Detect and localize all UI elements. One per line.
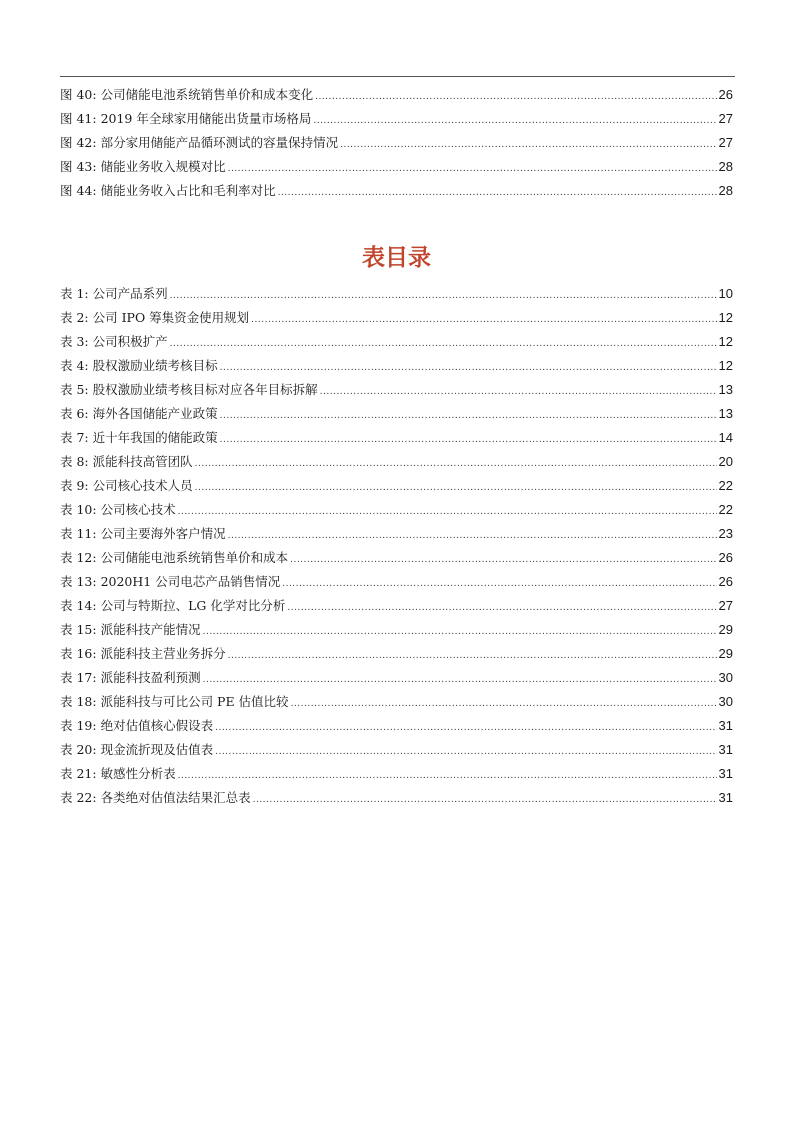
entry-title: 派能科技高管团队: [92, 454, 193, 469]
dot-leader: [228, 155, 717, 181]
entry-title: 公司产品系列: [92, 286, 168, 301]
dot-leader: [251, 306, 716, 332]
entry-title: 派能科技主营业务拆分: [100, 646, 226, 661]
entry-page-number: 22: [718, 478, 733, 493]
dot-leader: [313, 107, 716, 133]
entry-title: 派能科技产能情况: [100, 622, 201, 637]
table-entry[interactable]: [60, 666, 733, 690]
entry-title: 各类绝对估值法结果汇总表: [100, 790, 251, 805]
dot-leader: [220, 402, 717, 428]
entry-label: 表 1:: [60, 286, 89, 301]
table-entry[interactable]: [60, 522, 733, 546]
dot-leader: [282, 570, 716, 596]
entry-page-number: 26: [718, 87, 733, 102]
dot-leader: [178, 762, 717, 788]
entry-label: 表 4:: [60, 358, 89, 373]
table-entry[interactable]: [60, 642, 733, 666]
entry-title: 派能科技盈利预测: [100, 670, 201, 685]
figure-entry[interactable]: [60, 83, 733, 107]
dot-leader: [170, 282, 717, 308]
entry-title: 公司 IPO 筹集资金使用规划: [92, 310, 250, 325]
entry-title: 股权激励业绩考核目标: [92, 358, 218, 373]
entry-label: 表 3:: [60, 334, 89, 349]
table-entry[interactable]: [60, 306, 733, 330]
entry-label: 表 15:: [60, 622, 97, 637]
entry-label: 图 40:: [60, 87, 97, 102]
entry-title: 海外各国储能产业政策: [92, 406, 218, 421]
table-entry[interactable]: [60, 690, 733, 714]
entry-label: 表 19:: [60, 718, 97, 733]
entry-label: 表 22:: [60, 790, 97, 805]
entry-label: 表 2:: [60, 310, 89, 325]
entry-label: 表 17:: [60, 670, 97, 685]
entry-title: 公司积极扩产: [92, 334, 168, 349]
entry-label: 表 6:: [60, 406, 89, 421]
entry-page-number: 20: [718, 454, 733, 469]
entry-page-number: 14: [718, 430, 733, 445]
entry-page-number: 12: [718, 334, 733, 349]
table-entry[interactable]: [60, 618, 733, 642]
dot-leader: [278, 179, 717, 205]
entry-page-number: 13: [718, 382, 733, 397]
dot-leader: [170, 330, 717, 356]
figure-entry[interactable]: [60, 131, 733, 155]
figure-entry[interactable]: [60, 107, 733, 131]
entry-page-number: 27: [718, 135, 733, 150]
table-list: [60, 282, 733, 810]
dot-leader: [220, 354, 717, 380]
dot-leader: [195, 474, 717, 500]
dot-leader: [203, 666, 717, 692]
tables-heading: 表目录: [362, 245, 431, 271]
entry-page-number: 28: [718, 159, 733, 174]
entry-title: 公司主要海外客户情况: [100, 526, 226, 541]
header-rule: [60, 76, 735, 77]
dot-leader: [228, 642, 717, 668]
entry-page-number: 31: [718, 790, 733, 805]
entry-label: 表 14:: [60, 598, 97, 613]
entry-page-number: 12: [718, 358, 733, 373]
figure-entry[interactable]: [60, 179, 733, 203]
table-entry[interactable]: [60, 282, 733, 306]
entry-page-number: 26: [718, 574, 733, 589]
entry-label: 图 44:: [60, 183, 97, 198]
dot-leader: [287, 594, 716, 620]
table-entry[interactable]: [60, 354, 733, 378]
table-entry[interactable]: [60, 498, 733, 522]
entry-title: 2019 年全球家用储能出货量市场格局: [100, 111, 312, 126]
entry-label: 表 7:: [60, 430, 89, 445]
table-entry[interactable]: [60, 546, 733, 570]
entry-page-number: 10: [718, 286, 733, 301]
entry-page-number: 31: [718, 718, 733, 733]
entry-page-number: 27: [718, 111, 733, 126]
entry-page-number: 12: [718, 310, 733, 325]
dot-leader: [291, 690, 717, 716]
entry-label: 表 12:: [60, 550, 97, 565]
table-entry[interactable]: [60, 570, 733, 594]
dot-leader: [320, 378, 717, 404]
entry-label: 图 41:: [60, 111, 97, 126]
dot-leader: [220, 426, 717, 452]
entry-label: 表 11:: [60, 526, 97, 541]
entry-title: 储能业务收入规模对比: [100, 159, 226, 174]
entry-page-number: 23: [718, 526, 733, 541]
entry-label: 表 13:: [60, 574, 97, 589]
entry-title: 2020H1 公司电芯产品销售情况: [100, 574, 281, 589]
table-entry[interactable]: [60, 594, 733, 618]
entry-label: 表 5:: [60, 382, 89, 397]
entry-page-number: 29: [718, 646, 733, 661]
table-entry[interactable]: [60, 786, 733, 810]
entry-page-number: 28: [718, 183, 733, 198]
table-entry[interactable]: [60, 402, 733, 426]
entry-page-number: 29: [718, 622, 733, 637]
entry-title: 股权激励业绩考核目标对应各年目标拆解: [92, 382, 318, 397]
entry-title: 派能科技与可比公司 PE 估值比较: [100, 694, 289, 709]
entry-label: 表 8:: [60, 454, 89, 469]
entry-title: 现金流折现及估值表: [100, 742, 214, 757]
figure-list: [60, 83, 733, 203]
table-entry[interactable]: [60, 330, 733, 354]
entry-title: 部分家用储能产品循环测试的容量保持情况: [100, 135, 339, 150]
dot-leader: [315, 83, 716, 109]
dot-leader: [178, 498, 717, 524]
entry-title: 公司储能电池系统销售单价和成本: [100, 550, 289, 565]
entry-page-number: 31: [718, 742, 733, 757]
entry-label: 图 43:: [60, 159, 97, 174]
dot-leader: [203, 618, 717, 644]
entry-page-number: 30: [718, 670, 733, 685]
entry-page-number: 30: [718, 694, 733, 709]
dot-leader: [290, 546, 716, 572]
table-entry[interactable]: [60, 738, 733, 762]
entry-page-number: 13: [718, 406, 733, 421]
entry-title: 储能业务收入占比和毛利率对比: [100, 183, 276, 198]
entry-label: 表 16:: [60, 646, 97, 661]
table-entry[interactable]: [60, 450, 733, 474]
dot-leader: [215, 714, 716, 740]
table-entry[interactable]: [60, 474, 733, 498]
table-entry[interactable]: [60, 426, 733, 450]
dot-leader: [340, 131, 716, 157]
table-entry[interactable]: [60, 714, 733, 738]
entry-title: 公司核心技术: [100, 502, 176, 517]
entry-label: 图 42:: [60, 135, 97, 150]
dot-leader: [195, 450, 717, 476]
entry-title: 公司储能电池系统销售单价和成本变化: [100, 87, 314, 102]
figure-entry[interactable]: [60, 155, 733, 179]
entry-label: 表 18:: [60, 694, 97, 709]
table-entry[interactable]: [60, 378, 733, 402]
entry-page-number: 22: [718, 502, 733, 517]
dot-leader: [215, 738, 716, 764]
entry-title: 绝对估值核心假设表: [100, 718, 214, 733]
entry-title: 敏感性分析表: [100, 766, 176, 781]
entry-label: 表 20:: [60, 742, 97, 757]
entry-title: 公司核心技术人员: [92, 478, 193, 493]
entry-page-number: 26: [718, 550, 733, 565]
entry-label: 表 10:: [60, 502, 97, 517]
table-entry[interactable]: [60, 762, 733, 786]
entry-label: 表 21:: [60, 766, 97, 781]
entry-label: 表 9:: [60, 478, 89, 493]
entry-page-number: 27: [718, 598, 733, 613]
dot-leader: [253, 786, 717, 812]
entry-page-number: 31: [718, 766, 733, 781]
entry-title: 公司与特斯拉、LG 化学对比分析: [100, 598, 286, 613]
entry-title: 近十年我国的储能政策: [92, 430, 218, 445]
dot-leader: [228, 522, 717, 548]
